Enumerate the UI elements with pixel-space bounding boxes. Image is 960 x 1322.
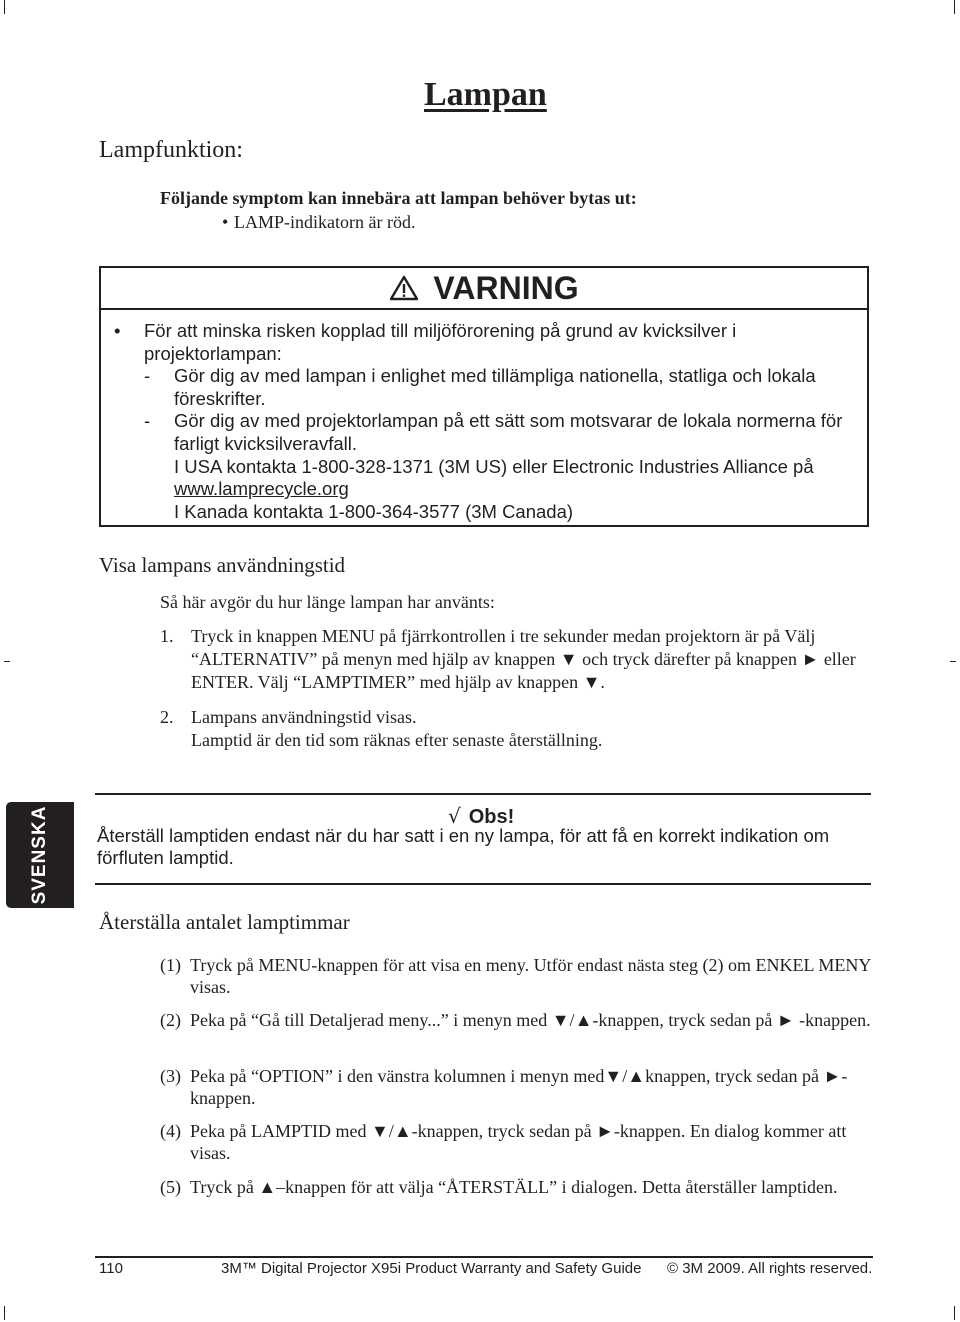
crop-mark-bottom-right <box>954 1306 955 1320</box>
footer-rule <box>95 1256 873 1258</box>
down-arrow-icon: ▼ <box>370 1121 389 1141</box>
usage-step-1-part-b: och tryck därefter på knappen <box>577 649 802 669</box>
intro-bullet-item <box>160 210 637 234</box>
warning-title: VARNING <box>433 269 579 306</box>
note-bottom-rule <box>95 883 871 885</box>
warning-item-2 <box>101 410 867 455</box>
section-heading: Lampfunktion: <box>99 137 243 163</box>
intro-lead: Följande symptom kan innebära att lampan behöver bytas ut: <box>160 188 637 208</box>
intro-block <box>160 186 637 234</box>
step-number: 1. <box>160 626 174 646</box>
up-arrow-icon: ▲ <box>627 1066 646 1086</box>
lamprecycle-link[interactable]: www.lamprecycle.org <box>174 478 349 500</box>
up-arrow-icon: ▲ <box>393 1121 412 1141</box>
check-icon: √ <box>448 804 461 828</box>
dash-marker: - <box>144 410 151 432</box>
usage-step-1-part-d: . <box>600 672 605 692</box>
slash: / <box>622 1066 628 1086</box>
page-title: Lampan <box>424 76 547 113</box>
down-arrow-icon: ▼ <box>551 1010 570 1030</box>
reset-step-5-text <box>190 1177 876 1199</box>
note-top-rule <box>95 793 871 795</box>
crop-mark-bottom-left <box>4 1306 5 1320</box>
step-number: (2) <box>160 1010 181 1030</box>
crop-mark-top-left <box>4 0 5 14</box>
crop-mark-mid-right <box>950 661 956 662</box>
down-arrow-icon: ▼ <box>582 672 601 692</box>
reset-step-2-part-b: -knappen, tryck sedan på <box>592 1010 777 1030</box>
usage-step-2-text <box>191 706 872 752</box>
reset-step-3-text <box>190 1066 876 1109</box>
footer-page-number: 110 <box>99 1260 123 1277</box>
crop-mark-mid-left <box>4 661 10 662</box>
crop-mark-top-right <box>954 0 955 14</box>
down-arrow-icon: ▼ <box>559 649 578 669</box>
right-arrow-icon: ► <box>823 1066 842 1086</box>
reset-step-2-part-c: -knappen. <box>794 1010 871 1030</box>
reset-step-1 <box>160 955 876 998</box>
reset-step-3-part-a: Peka på “OPTION” i den vänstra kolumnen i menyn med <box>190 1066 605 1086</box>
step-number: 2. <box>160 707 174 727</box>
warning-usa-contact <box>101 456 867 501</box>
reset-step-4 <box>160 1121 876 1164</box>
note-title-text: Obs! <box>468 806 515 828</box>
usage-step-1-part-a: Tryck in knappen MENU på fjärrkontrollen i tre sekunder medan projektorn är på Välj “ALTERNATIV” på menyn med hjälp av knappen <box>191 626 816 669</box>
usage-step-2-line-2: Lamptid är den tid som räknas efter senaste återställning. <box>191 730 603 750</box>
bullet-marker: • <box>222 212 229 232</box>
usage-step-2 <box>160 706 872 752</box>
up-arrow-icon: ▲ <box>258 1177 277 1197</box>
warning-bullet-marker: • <box>114 320 121 341</box>
step-number: (5) <box>160 1177 181 1197</box>
step-number: (4) <box>160 1121 181 1141</box>
warning-body <box>101 320 867 523</box>
up-arrow-icon: ▲ <box>574 1010 593 1030</box>
usage-step-1-text <box>191 625 872 694</box>
note-text: Återställ lamptiden endast när du har satt i en ny lampa, för att få en korrekt indikation om förfluten lamptid. <box>97 825 830 868</box>
reset-step-2-part-a: Peka på “Gå till Detaljerad meny...” i menyn med <box>190 1010 552 1030</box>
usage-intro: Så här avgör du hur länge lampan har använts: <box>160 592 495 612</box>
usage-step-2-line-1: Lampans användningstid visas. <box>191 707 417 727</box>
right-arrow-icon: ► <box>801 649 820 669</box>
reset-step-1-text: Tryck på MENU-knappen för att visa en meny. Utför endast nästa steg (2) om ENKEL MENY visas. <box>190 955 871 997</box>
reset-step-4-part-b: -knappen, tryck sedan på <box>411 1121 597 1141</box>
language-side-tab <box>6 802 74 908</box>
down-arrow-icon: ▼ <box>604 1066 623 1086</box>
reset-step-3-part-c: -knappen. <box>190 1066 848 1108</box>
warning-item-2-text: Gör dig av med projektorlampan på ett sätt som motsvarar de lokala normerna för farligt kvicksilveravfall. <box>174 410 843 454</box>
warning-usa-text: I USA kontakta 1-800-328-1371 (3M US) eller Electronic Industries Alliance på <box>174 455 814 477</box>
language-side-tab-label: SVENSKA <box>29 805 50 905</box>
reset-step-4-part-c: -knappen. En dialog kommer att visas. <box>190 1121 847 1163</box>
reset-step-5-part-a: Tryck på <box>190 1177 259 1197</box>
reset-step-5 <box>160 1177 876 1199</box>
reset-step-4-part-a: Peka på LAMPTID med <box>190 1121 371 1141</box>
warning-canada-contact: I Kanada kontakta 1-800-364-3577 (3M Canada) <box>174 500 574 522</box>
reset-step-2-text <box>190 1010 876 1032</box>
right-arrow-icon: ► <box>596 1121 614 1141</box>
reset-step-2 <box>160 1010 876 1032</box>
warning-triangle-icon <box>389 275 419 301</box>
step-number: (1) <box>160 955 181 975</box>
usage-heading: Visa lampans användningstid <box>99 553 346 577</box>
warning-bullet-text: För att minska risken kopplad till miljöförorening på grund av kvicksilver i projektorlampan: <box>144 320 737 364</box>
right-arrow-icon: ► <box>776 1010 795 1030</box>
reset-step-3-part-b: knappen, tryck sedan på <box>645 1066 824 1086</box>
warning-bullet-item <box>101 320 867 365</box>
slash: / <box>388 1121 394 1141</box>
warning-header <box>101 268 867 310</box>
usage-step-1-part-c: eller ENTER. Välj “LAMPTIMER” med hjälp av knappen <box>191 649 856 692</box>
warning-box <box>99 266 869 527</box>
slash: / <box>569 1010 575 1030</box>
footer-copyright: © 3M 2009. All rights reserved. <box>667 1260 873 1277</box>
reset-heading: Återställa antalet lamptimmar <box>99 910 350 934</box>
dash-marker: - <box>144 365 151 387</box>
reset-step-4-text <box>190 1121 876 1164</box>
warning-item-1-text: Gör dig av med lampan i enlighet med tillämpliga nationella, statliga och lokala föreskrifter. <box>174 365 816 409</box>
reset-step-5-part-b: –knappen för att välja “ÅTERSTÄLL” i dialogen. Detta återställer lamptiden. <box>276 1177 838 1197</box>
reset-step-3 <box>160 1066 876 1109</box>
warning-item-1 <box>101 365 867 410</box>
usage-step-1 <box>160 625 872 694</box>
step-number: (3) <box>160 1066 181 1086</box>
footer-product: 3M™ Digital Projector X95i Product Warranty and Safety Guide <box>221 1260 642 1277</box>
intro-bullet-text: LAMP-indikatorn är röd. <box>234 212 416 232</box>
